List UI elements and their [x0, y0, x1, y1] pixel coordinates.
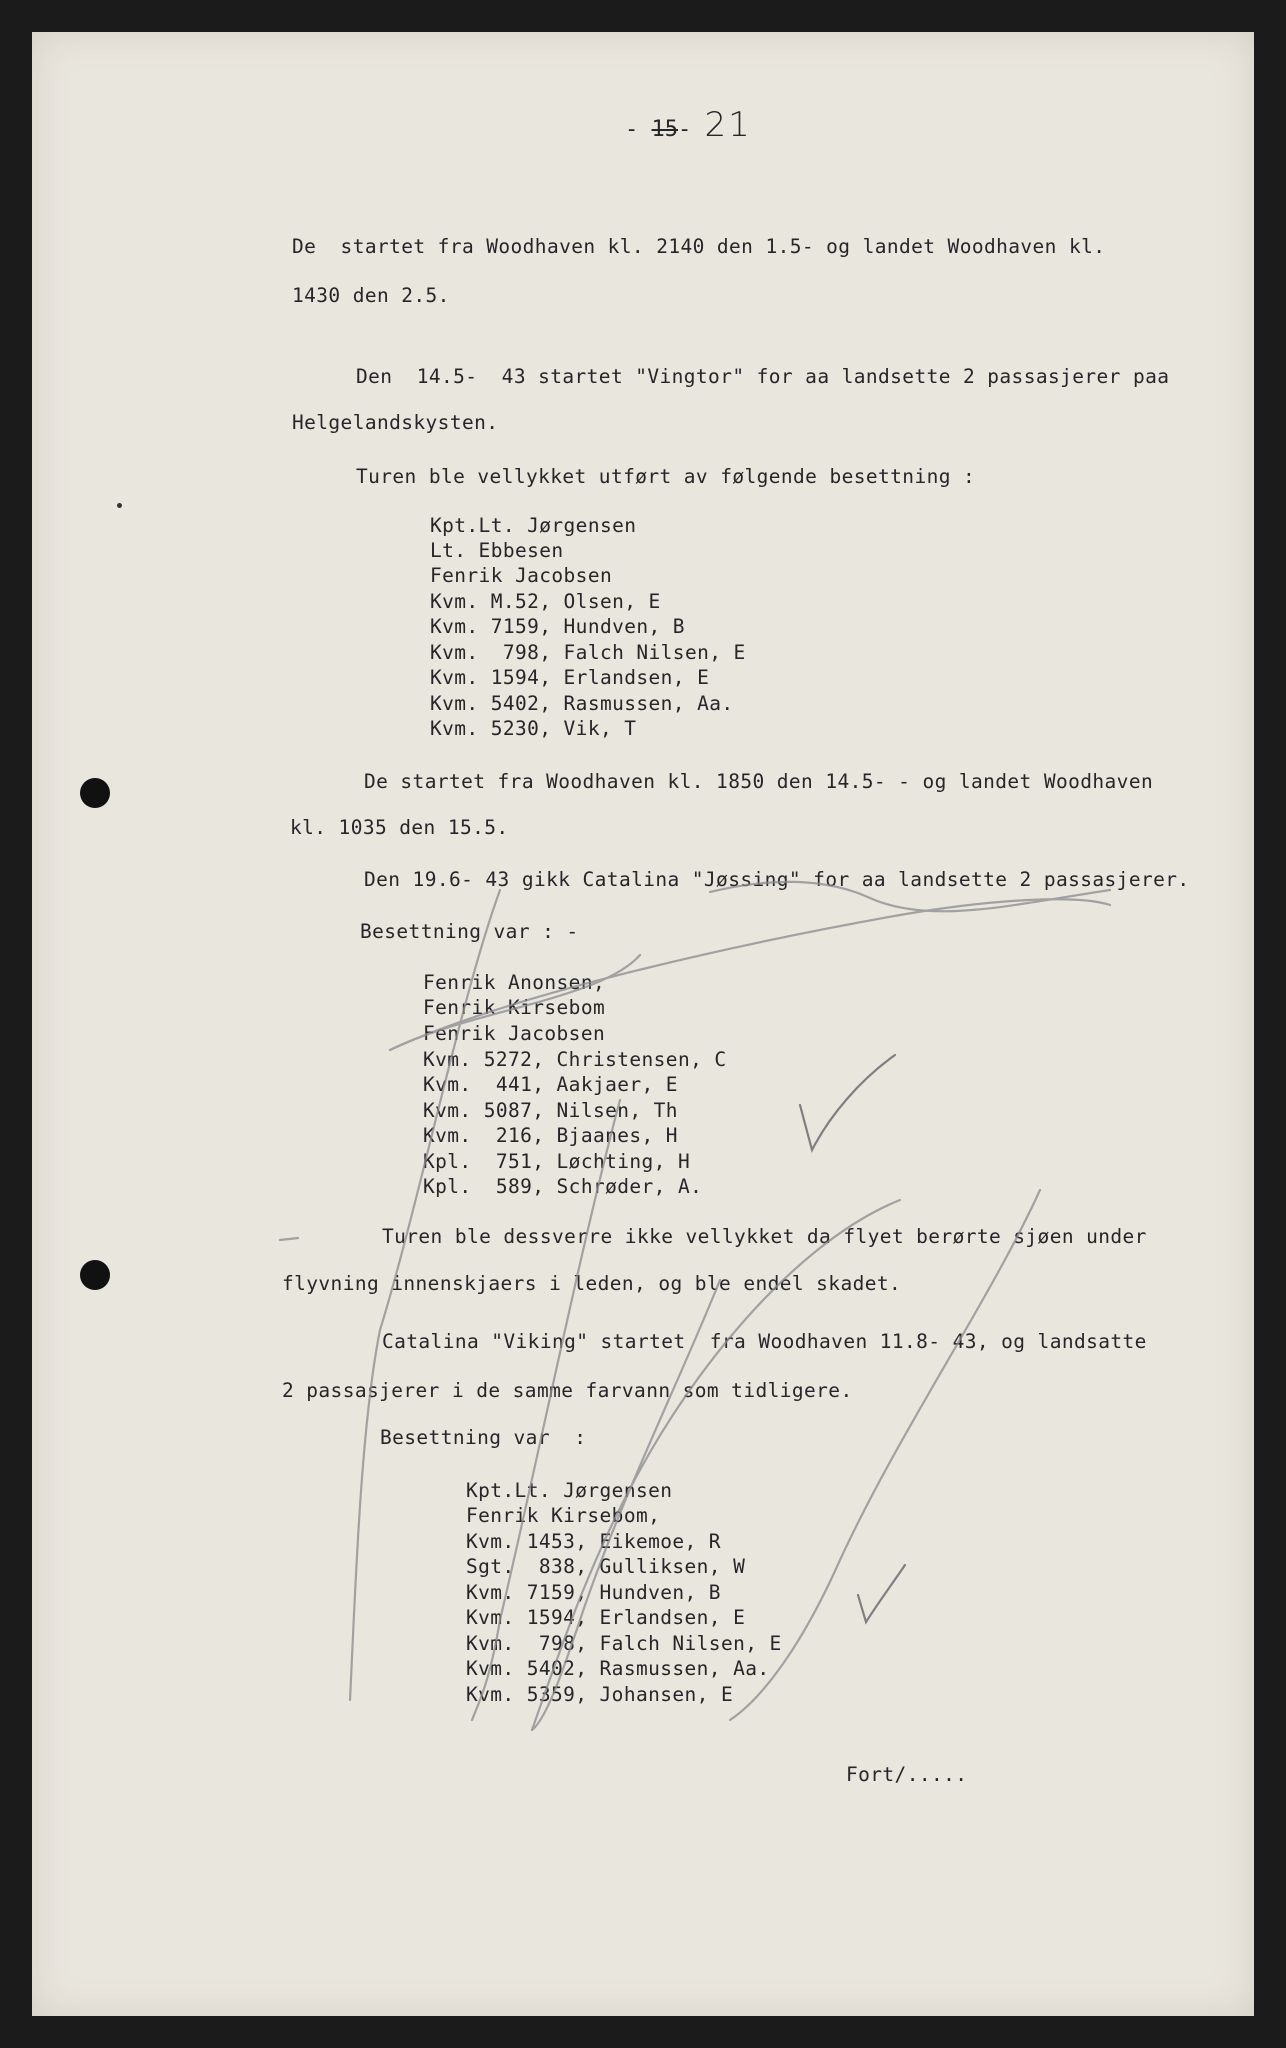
paragraph-line: Den 19.6- 43 gikk Catalina "Jøssing" for aa landsette 2 passasjerer. [364, 868, 1190, 891]
ink-dot [117, 503, 122, 508]
crew-member: Kvm. 5272, Christensen, C [423, 1048, 727, 1071]
crew-member: Kvm. 5359, Johansen, E [466, 1683, 734, 1706]
crew-member: Kvm. 5402, Rasmussen, Aa. [430, 692, 734, 715]
crew-member: Kvm. 1453, Eikemoe, R [466, 1530, 721, 1553]
handwritten-page-number: 21 [704, 105, 752, 145]
paragraph-line: 2 passasjerer i de samme farvann som tidligere. [282, 1379, 853, 1402]
crew-member: Kpt.Lt. Jørgensen [466, 1479, 673, 1502]
paragraph-line: Catalina "Viking" startet fra Woodhaven 11.8- 43, og landsatte [382, 1330, 1147, 1353]
paragraph-line: Den 14.5- 43 startet "Vingtor" for aa landsette 2 passasjerer paa [356, 365, 1170, 388]
crew-member: Kvm. 5087, Nilsen, Th [423, 1099, 678, 1122]
paragraph-line: Turen ble vellykket utført av følgende besettning : [356, 465, 976, 488]
crew-member: Fenrik Kirsebom [423, 996, 606, 1019]
crew-member: Kvm. M.52, Olsen, E [430, 590, 661, 613]
paragraph-line: De startet fra Woodhaven kl. 1850 den 14.5- - og landet Woodhaven [364, 770, 1154, 793]
punch-hole [80, 1260, 110, 1290]
paragraph-line: Helgelandskysten. [292, 411, 499, 434]
crew-member: Kvm. 5230, Vik, T [430, 717, 637, 740]
crew-member: Kvm. 7159, Hundven, B [430, 615, 685, 638]
crew-member: Fenrik Kirsebom, [466, 1504, 661, 1527]
paragraph-line: Turen ble dessverre ikke vellykket da flyet berørte sjøen under [382, 1225, 1147, 1248]
paragraph-line: flyvning innenskjaers i leden, og ble endel skadet. [282, 1272, 902, 1295]
crew-member: Kvm. 798, Falch Nilsen, E [430, 641, 746, 664]
crew-member: Kpl. 751, Løchting, H [423, 1150, 691, 1173]
crew-member: Fenrik Jacobsen [423, 1022, 606, 1045]
paragraph-line: kl. 1035 den 15.5. [290, 816, 509, 839]
page-number: - 15- 21 [625, 105, 752, 145]
crew-member: Sgt. 838, Gulliksen, W [466, 1555, 746, 1578]
crew-member: Kvm. 798, Falch Nilsen, E [466, 1632, 782, 1655]
crew-member: Kvm. 5402, Rasmussen, Aa. [466, 1657, 770, 1680]
crew-member: Kvm. 216, Bjaanes, H [423, 1124, 678, 1147]
paragraph-line: Besettning var : - [360, 920, 579, 943]
crew-member: Kpl. 589, Schrøder, A. [423, 1175, 703, 1198]
paragraph-line: 1430 den 2.5. [292, 284, 450, 307]
crew-member: Lt. Ebbesen [430, 539, 564, 562]
paragraph-line: Besettning var : [380, 1426, 587, 1449]
crew-member: Kvm. 1594, Erlandsen, E [430, 666, 710, 689]
crew-member: Kvm. 441, Aakjaer, E [423, 1073, 678, 1096]
document-page [32, 32, 1254, 2016]
crew-member: Kvm. 1594, Erlandsen, E [466, 1606, 746, 1629]
crew-member: Kpt.Lt. Jørgensen [430, 514, 637, 537]
crew-member: Fenrik Anonsen, [423, 971, 606, 994]
crew-member: Fenrik Jacobsen [430, 564, 613, 587]
punch-hole [80, 778, 110, 808]
paragraph-line: De startet fra Woodhaven kl. 2140 den 1.5- og landet Woodhaven kl. [292, 235, 1106, 258]
struck-page-number: 15 [651, 117, 678, 142]
continuation-marker: Fort/..... [846, 1763, 968, 1786]
crew-member: Kvm. 7159, Hundven, B [466, 1581, 721, 1604]
